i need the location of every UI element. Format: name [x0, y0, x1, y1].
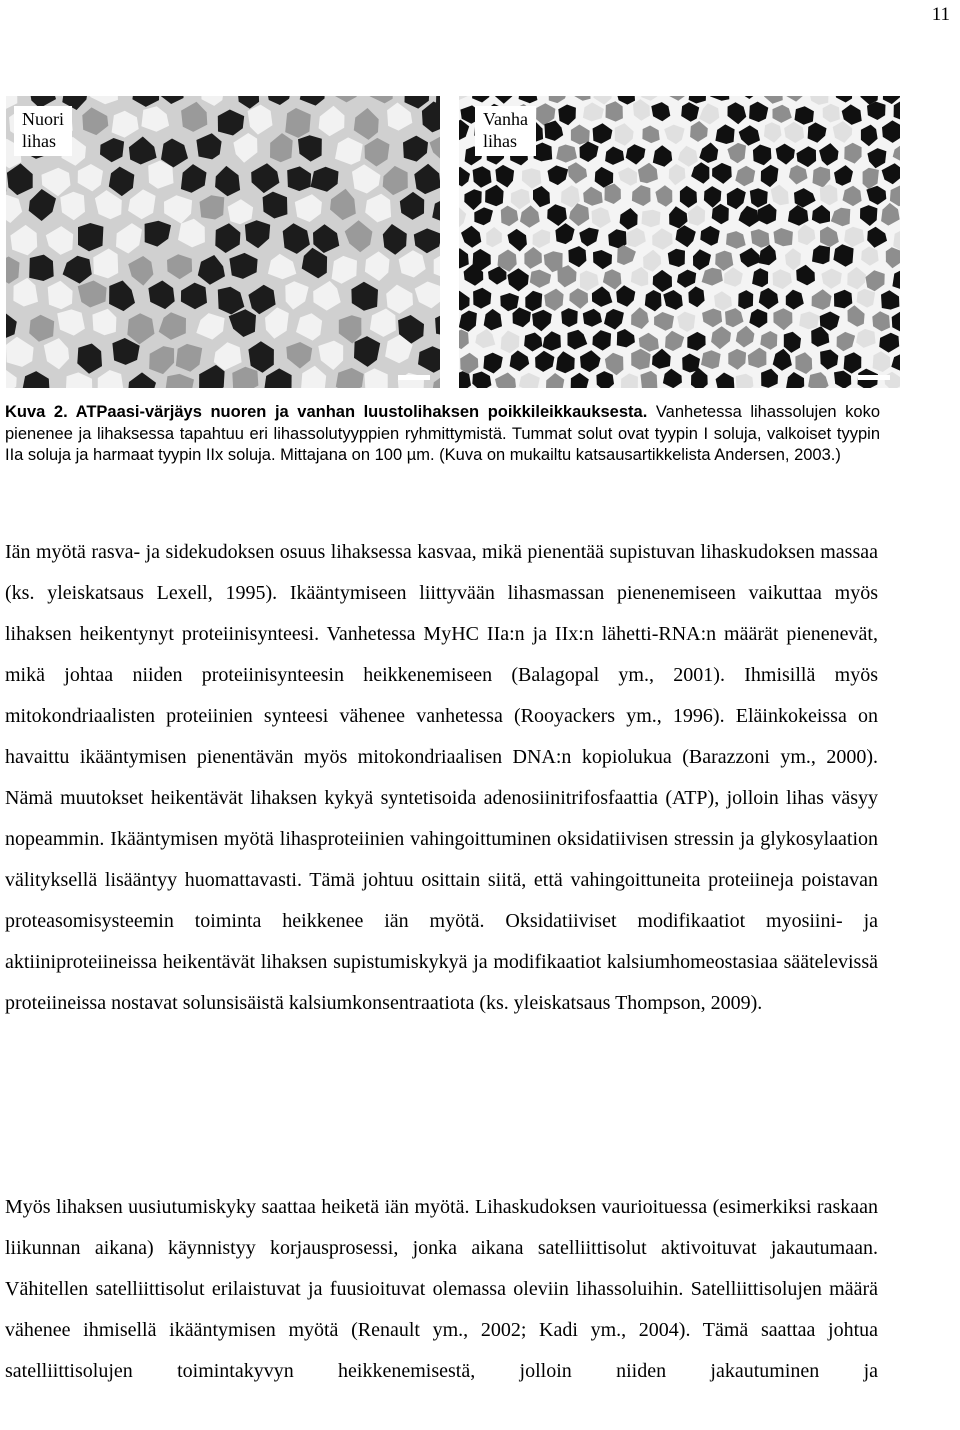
old-muscle-micrograph: [459, 96, 900, 388]
figure-muscle-cross-sections: [6, 96, 900, 388]
body-paragraph-2: Myös lihaksen uusiutumiskyky saattaa heiketä iän myötä. Lihaskudoksen vaurioituessa (esimerkiksi raskaan liikunnan aikana) käynnistyy korjausprosessi, jonka aikana satelliittisolut aktivoituvat jakautumaan. Vähitellen satelliittisolut erilaistuvat ja fuusioituvat olemassa oleviin lihassoluihin. Satelliittisolujen määrä vähenee ihmisellä ikääntymisen myötä (Renault ym., 2002; Kadi ym., 2004). Tämä saattaa johtua satelliittisolujen toimintakyvyn heikkenemisestä, jolloin niiden jakautuminen ja: [5, 1196, 878, 1382]
scale-bar: [858, 375, 890, 380]
caption-text: Vanhetessa lihassolujen koko pienenee ja lihaksessa tapahtuu eri lihassolutyyppien ryhmittymistä. Tummat solut ovat tyypin I soluja, valkoiset tyypin IIa soluja ja harmaat tyypin IIx soluja. Mittajana on 100 µm. (Kuva on mukailtu katsausartikkelista Andersen, 2003.): [5, 403, 880, 464]
old-muscle-label: Vanha lihas: [475, 106, 536, 156]
caption-title: Kuva 2. ATPaasi-värjäys nuoren ja vanhan luustolihaksen poikkileikkauksesta.: [5, 403, 648, 421]
scale-bar: [398, 375, 430, 380]
muscle-fiber: [642, 210, 661, 228]
page-number: 11: [931, 4, 950, 25]
young-muscle-micrograph: [6, 96, 440, 388]
young-muscle-label: Nuori lihas: [14, 106, 72, 156]
body-paragraph-1: Iän myötä rasva- ja sidekudoksen osuus lihaksessa kasvaa, mikä pienentää supistuvan lihaskudoksen massaa (ks. yleiskatsaus Lexell, 1995). Ikääntymiseen liittyvään lihasmassan pienenemiseen vaikuttaa myös lihaksen heikentynyt proteiinisynteesi. Vanhetessa MyHC IIa:n ja IIx:n lähetti-RNA:n määrät pienenevät, mikä johtaa niiden proteiinisynteesin heikkenemiseen (Balagopal ym., 2001). Ihmisillä myös mitokondriaalisten proteiinien synteesi vähenee vanhetessa (Rooyackers ym., 1996). Eläinkokeissa on havaittu ikääntymisen pienentävän myös mitokondriaalisen DNA:n kopiolukua (Barazzoni ym., 2000). Nämä muutokset heikentävät lihaksen kykyä syntetisoida adenosiinitrifosfaattia (ATP), jolloin lihas väsyy nopeammin. Ikääntymisen myötä lihasproteiinien vahingoittuminen oksidatiivisen stressin ja glykosylaation välityksellä lisääntyy huomattavasti. Tämä johtuu osittain siitä, että vahingoittuneita proteiineja poistavan proteasomisysteemin toiminta heikkenee iän myötä. Oksidatiiviset modifikaatiot myosiini- ja aktiiniproteiineissa heikentävät lihaksen supistumiskykyä ja modifikaatiot kalsiumhomeostasiaa säätelevissä proteiineissa nostavat solunsisäistä kalsiumkonsentraatiota (ks. yleiskatsaus Thompson, 2009).: [5, 541, 878, 1014]
figure-caption: [5, 402, 880, 467]
